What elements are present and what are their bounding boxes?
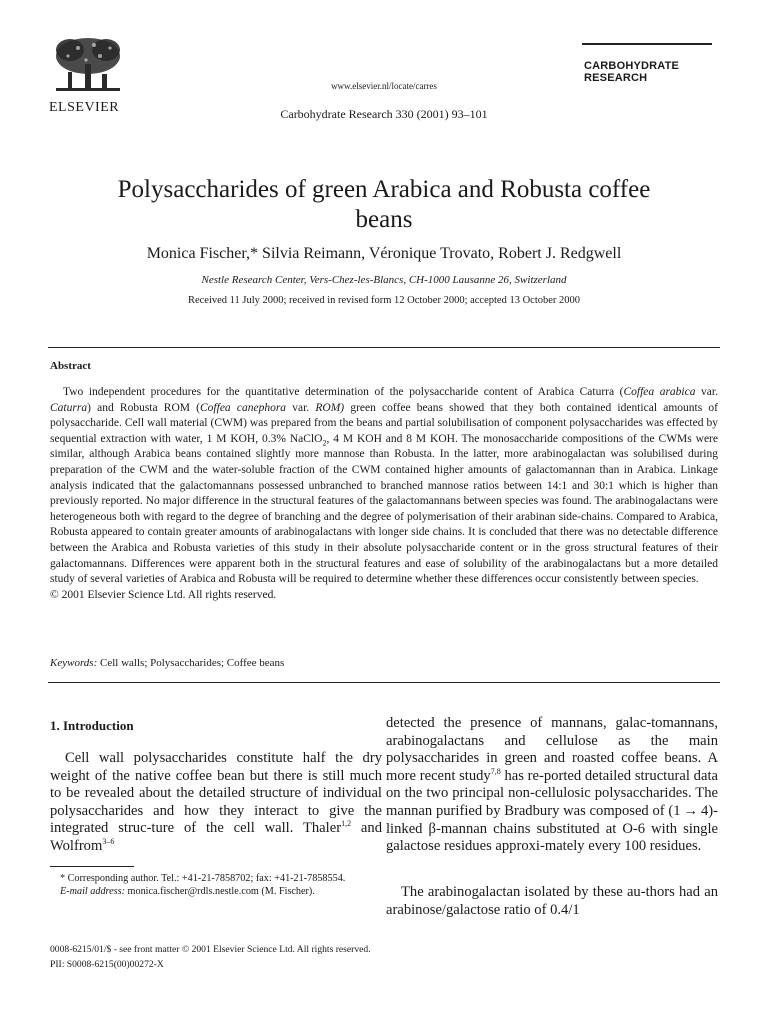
keywords <box>50 657 284 669</box>
intro-paragraph-right-2: The arabinogalactan isolated by these au-thors had an arabinose/galactose ratio of 0.4/1 <box>386 884 718 918</box>
abstract-bottom-rule <box>48 682 720 683</box>
footnotes <box>50 872 382 898</box>
abstract-text: Two independent procedures for the quantitative determination of the polysaccharide content of Arabica Caturra ( <box>63 386 624 398</box>
authors: Monica Fischer,* Silvia Reimann, Véronique Trovato, Robert J. Redgwell <box>146 245 622 262</box>
issn-line: 0008-6215/01/$ - see front matter © 2001 Elsevier Science Ltd. All rights reserved. <box>50 944 371 955</box>
affiliation: Nestle Research Center, Vers-Chez-les-Blancs, CH-1000 Lausanne 26, Switzerland <box>201 274 567 286</box>
article-dates: Received 11 July 2000; received in revised form 12 October 2000; accepted 13 October 2000 <box>187 295 581 306</box>
abstract-text: , 4 M KOH and 8 M KOH. The monosaccharide compositions of the CWMs were similar, although Arabica beans contained slightly more mannose than Robusta. In the latter, more arabinogalactan was solubilised during preparation of the CWM and the water-soluble fraction of the CWM contained higher amounts of galactomannan than in Arabica. Linkage analysis indicated that the galactomannans possessed unbranched to branched mannose ratios between 14:1 and 30:1 which is higher than previously reported. No major difference in the structural features of the galactomannans between species was found. The arabinogalactans were heterogeneous both with regard to the degree of branching and the degree of polymerisation of their arabinan side-chains. Compared to Arabica, Robusta appeared to contain greater amounts of arabinogalactans with longer side chains. It is concluded that there was no detectable difference between the Arabica and Robusta varieties of this study in their absolute polysaccharide content or in the gross structural features of their galactomannans. Differences were apparent both in the structural features and ease of solubility of the arabinogalactans but a more detailed study of several varieties of Arabica and Robusta will be required to determine whether these differences occur consistently between species. <box>50 432 718 586</box>
section-heading: 1. Introduction <box>50 718 134 733</box>
header-rule <box>582 43 712 45</box>
citation-ref[interactable]: 1,2 <box>341 819 352 829</box>
journal-badge-line2: RESEARCH <box>584 72 648 84</box>
citation: Carbohydrate Research 330 (2001) 93–101 <box>280 107 488 121</box>
abstract-text: ) and Robusta ROM ( <box>87 401 201 414</box>
variety-name: ROM) <box>315 401 345 414</box>
intro-paragraph-left <box>50 750 382 856</box>
title-line-2: beans <box>355 206 413 233</box>
species-name: Coffea arabica <box>623 386 696 398</box>
keywords-list: Cell walls; Polysaccharides; Coffee beans <box>97 657 285 669</box>
body-text: Cell wall polysaccharides constitute half the dry weight of the native coffee bean but there is still much to be revealed about the detailed structure of individual polysaccharides and how they interact to give the integrated struc-ture of the cell wall. Thaler <box>50 750 382 837</box>
abstract-text: green coffee beans showed that they both contained identical amounts of polysaccharide. Cell wall material (CWM) was prepared from the beans and partial solubilisation of component polysaccharides was effected by sequential extraction with water, 1 M KOH, 0.3% NaClO <box>50 401 718 445</box>
article-title <box>60 175 708 235</box>
body-text: has re-ported detailed structural data on the two principal non-cellulosic polysaccharides. The mannan purified by Bradbury was composed of (1 → 4)-linked β-mannan chains substituted at O-6 with single galactose residues approxi-mately every 100 residues. <box>386 767 718 855</box>
variety-name: Caturra <box>50 401 88 414</box>
subscript: 2 <box>322 438 327 448</box>
corresponding-author-note: * Corresponding author. Tel.: +41-21-7858702; fax: +41-21-7858554. <box>60 873 346 884</box>
body-text: detected the presence of mannans, galac-tomannans, arabinogalactans and cellulose as the main polysaccharides in green and roasted coffee beans. A more recent study <box>386 715 718 784</box>
abstract-body <box>50 385 718 603</box>
citation-ref[interactable]: 7,8 <box>490 766 501 776</box>
journal-badge <box>584 60 724 84</box>
email-label: E-mail address: <box>60 886 125 897</box>
keywords-label: Keywords: <box>50 657 98 669</box>
pii-line: PII: S0008-6215(00)00272-X <box>50 959 164 970</box>
journal-badge-line1: CARBOHYDRATE <box>584 60 680 72</box>
email-note <box>50 885 382 898</box>
abstract-copyright: © 2001 Elsevier Science Ltd. All rights reserved. <box>50 588 277 601</box>
journal-url[interactable]: www.elsevier.nl/locate/carres <box>331 81 437 91</box>
abstract-heading: Abstract <box>50 360 91 372</box>
title-line-1: Polysaccharides of green Arabica and Robusta coffee <box>117 176 651 203</box>
citation-ref[interactable]: 3–6 <box>102 837 115 847</box>
front-matter-info <box>50 942 371 972</box>
abstract-text: var. <box>695 386 718 398</box>
abstract-top-rule <box>48 347 720 348</box>
body-text: and Wolfrom <box>50 820 382 854</box>
email-address[interactable]: monica.fischer@rdls.nestle.com (M. Fischer). <box>125 886 315 897</box>
intro-paragraph-right-1 <box>386 715 718 856</box>
species-name: Coffea canephora <box>200 401 287 414</box>
publisher-name: ELSEVIER <box>49 100 120 115</box>
abstract-text: var. <box>286 401 316 414</box>
footnote-rule <box>50 866 134 867</box>
